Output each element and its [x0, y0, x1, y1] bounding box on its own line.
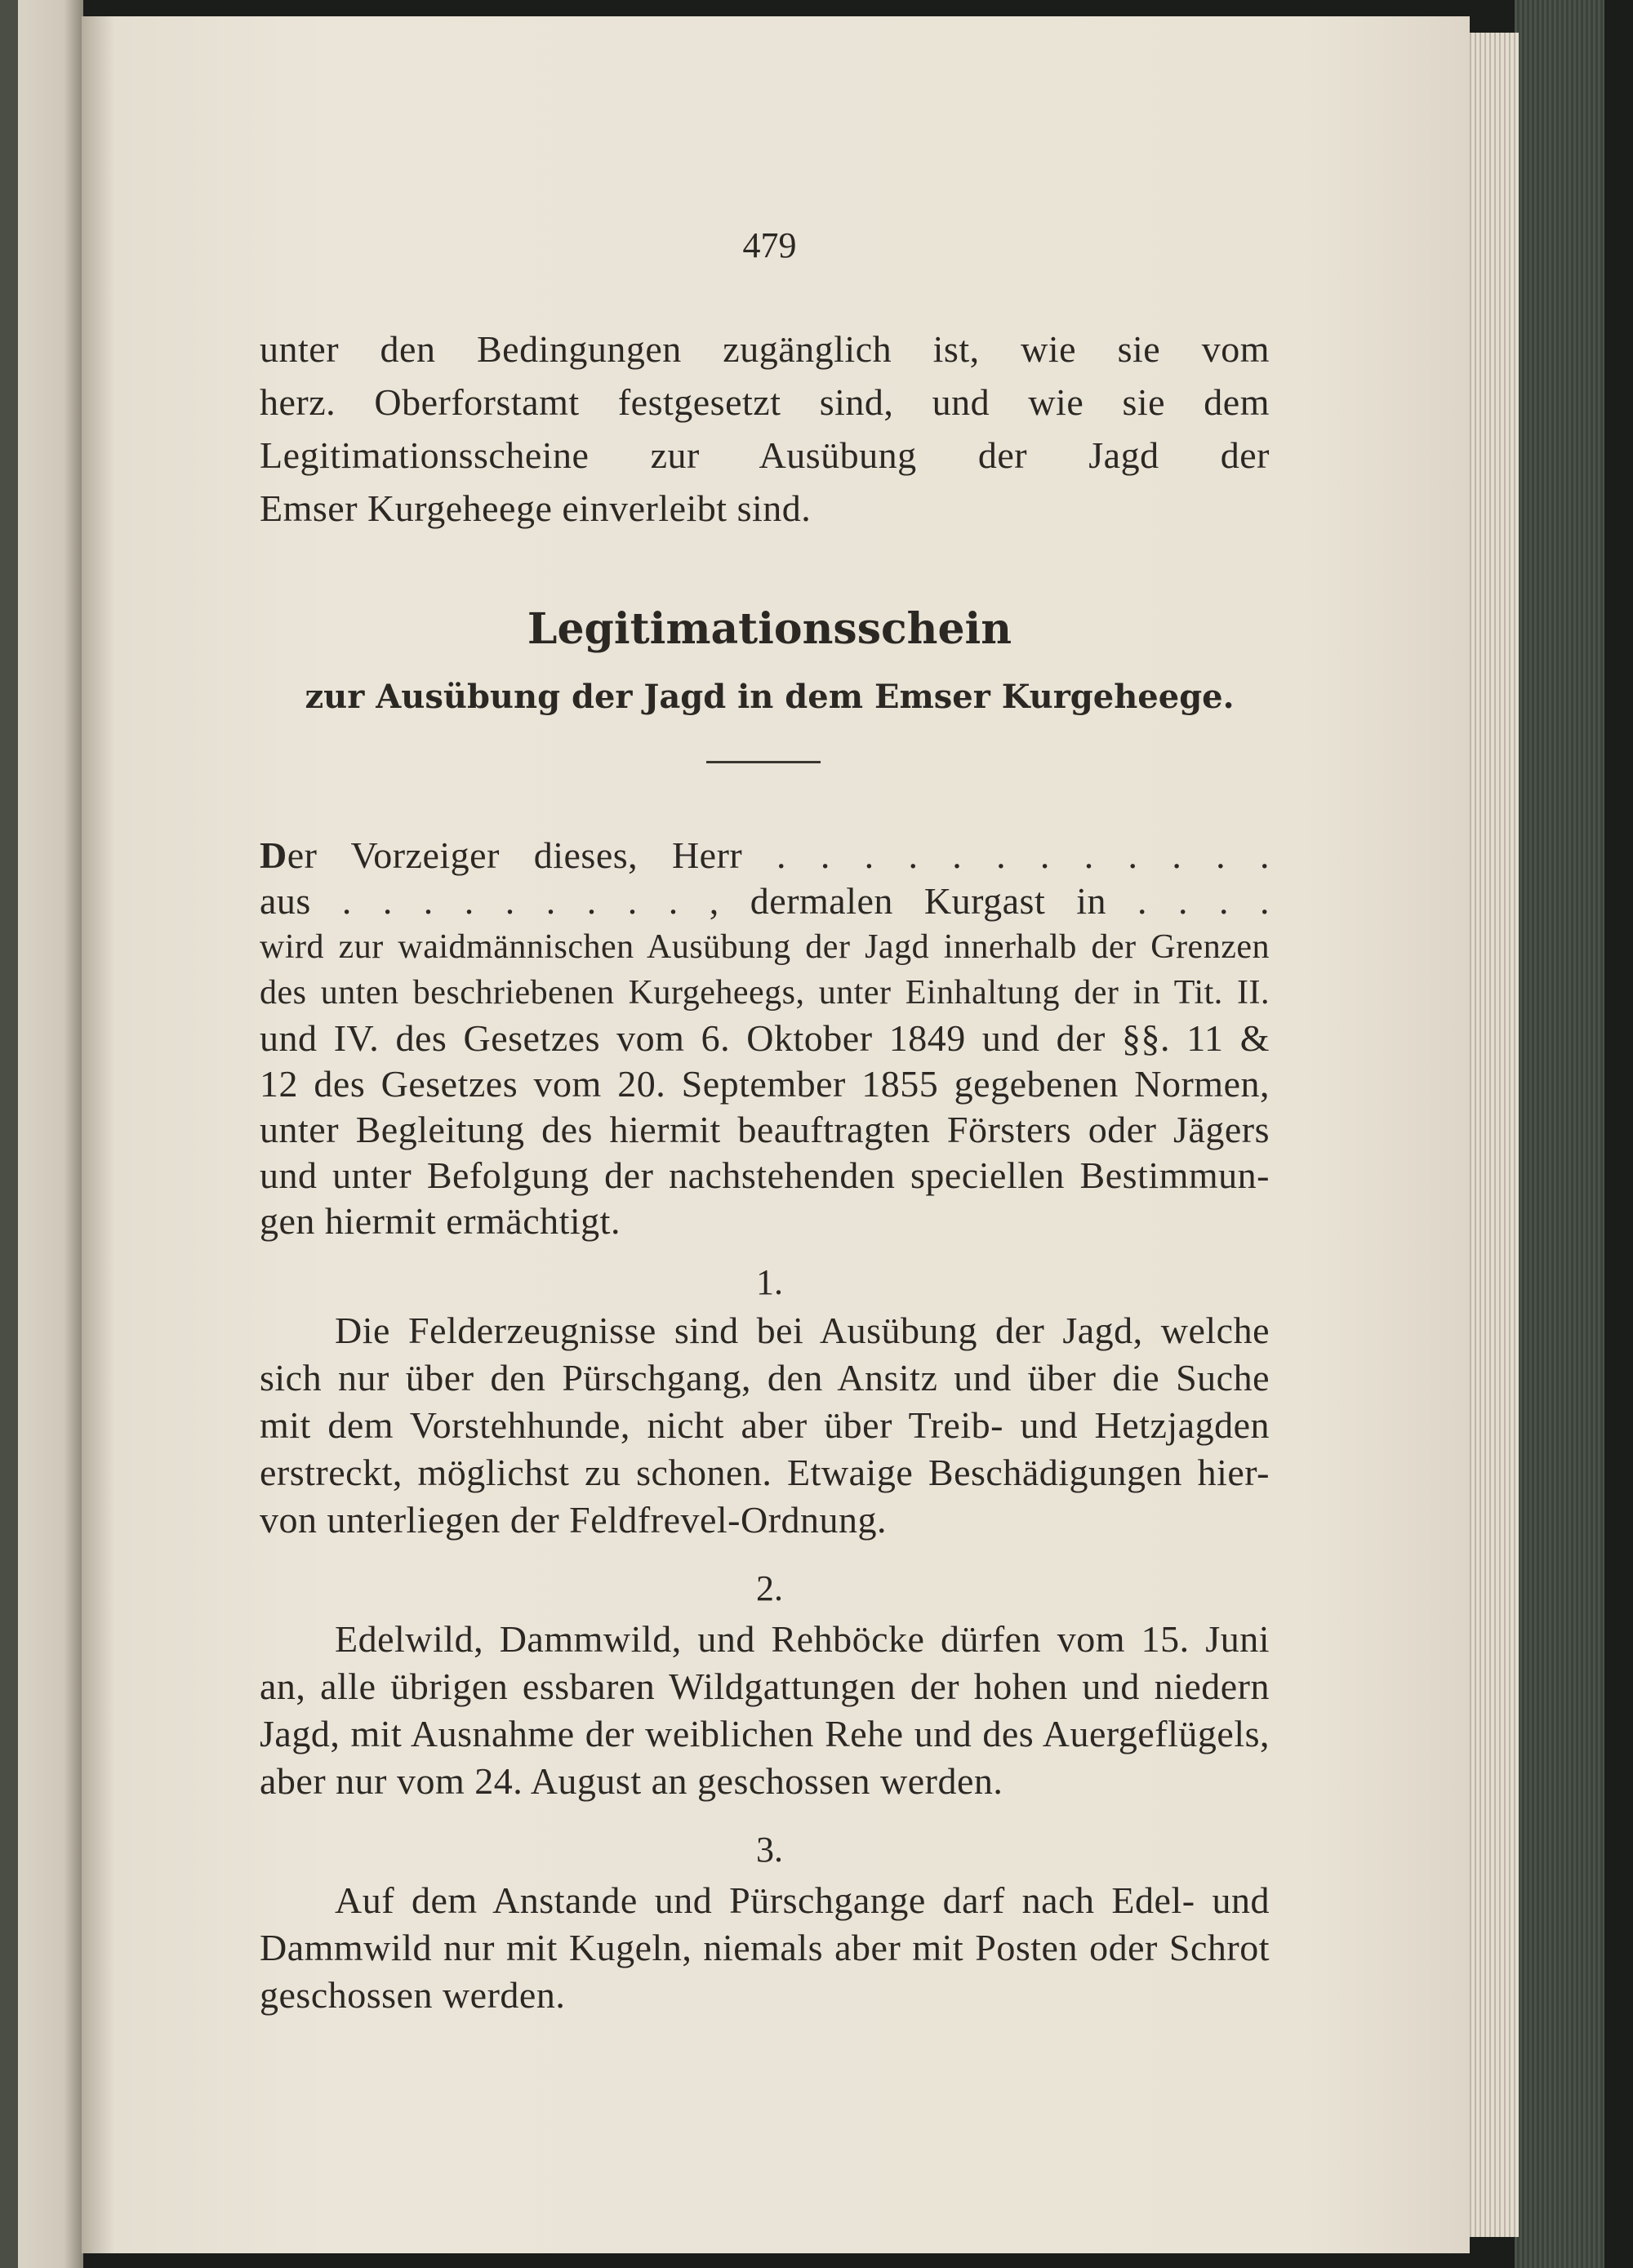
- preamble-line: 12 des Gesetzes vom 20. September 1855 gegebenen Normen,: [260, 1063, 1270, 1105]
- section-heading: Legitimationsschein: [527, 604, 1012, 654]
- preamble-line: aus . . . . . . . . . , dermalen Kurgast in . . . .: [260, 880, 1270, 922]
- divider-rule: [706, 761, 821, 763]
- intro-line: herz. Oberforstamt festgesetzt sind, und wie sie dem: [260, 381, 1270, 423]
- preamble-line: [260, 833, 1270, 878]
- intro-line: unter den Bedingungen zugänglich ist, wie sie vom: [260, 328, 1270, 370]
- preamble-line: unter Begleitung des hiermit beauftragten Försters oder Jägers: [260, 1109, 1270, 1150]
- intro-line: Emser Kurgeheege einverleibt sind.: [260, 487, 812, 529]
- preamble-line: und IV. des Gesetzes vom 6. Oktober 1849 und der §§. 11 &: [260, 1017, 1270, 1059]
- section-line: von unterliegen der Feldfrevel-Ordnung.: [260, 1499, 888, 1541]
- section-line: Dammwild nur mit Kugeln, niemals aber mit Posten oder Schrot: [260, 1927, 1270, 1968]
- section-number: 1.: [756, 1262, 783, 1302]
- preamble-line: wird zur waidmännischen Ausübung der Jagd innerhalb der Grenzen: [260, 928, 1270, 966]
- section-number: 2.: [756, 1568, 783, 1608]
- preamble-line: und unter Befolgung der nachstehenden speciellen Bestimmun-: [260, 1154, 1270, 1196]
- preamble-line: gen hiermit ermächtigt.: [260, 1200, 621, 1242]
- section-line: Auf dem Anstande und Pürschgange darf nach Edel- und: [335, 1879, 1270, 1921]
- section-line: Die Felderzeugnisse sind bei Ausübung der Jagd, welche: [335, 1310, 1270, 1351]
- intro-line: Legitimationsscheine zur Ausübung der Jagd der: [260, 434, 1270, 476]
- page-number: 479: [742, 225, 797, 265]
- book-cover-right: [1515, 0, 1604, 2268]
- section-line: mit dem Vorstehhunde, nicht aber über Treib- und Hetzjagden: [260, 1404, 1270, 1446]
- section-line: geschossen werden.: [260, 1974, 566, 2016]
- section-number: 3.: [756, 1830, 783, 1870]
- section-line: aber nur vom 24. August an geschossen werden.: [260, 1760, 1003, 1802]
- section-line: Jagd, mit Ausnahme der weiblichen Rehe und des Auergeflügels,: [260, 1713, 1270, 1754]
- section-line: erstreckt, möglichst zu schonen. Etwaige Beschädigungen hier-: [260, 1452, 1270, 1493]
- section-line: an, alle übrigen essbaren Wildgattungen der hohen und niedern: [260, 1665, 1270, 1707]
- dropcap: D: [260, 834, 287, 876]
- preamble-line: des unten beschriebenen Kurgeheegs, unter Einhaltung der in Tit. II.: [260, 974, 1270, 1012]
- page-stack-edges: [1462, 33, 1519, 2237]
- section-line: Edelwild, Dammwild, und Rehböcke dürfen vom 15. Juni: [335, 1618, 1270, 1660]
- section-line: sich nur über den Pürschgang, den Ansitz und über die Suche: [260, 1357, 1270, 1399]
- preamble-line-text: er Vorzeiger dieses, Herr . . . . . . . . . . . .: [287, 834, 1270, 876]
- section-subheading: zur Ausübung der Jagd in dem Emser Kurgeheege.: [305, 678, 1235, 716]
- facing-page-edge: [18, 0, 83, 2268]
- book-cover-left: [0, 0, 18, 2268]
